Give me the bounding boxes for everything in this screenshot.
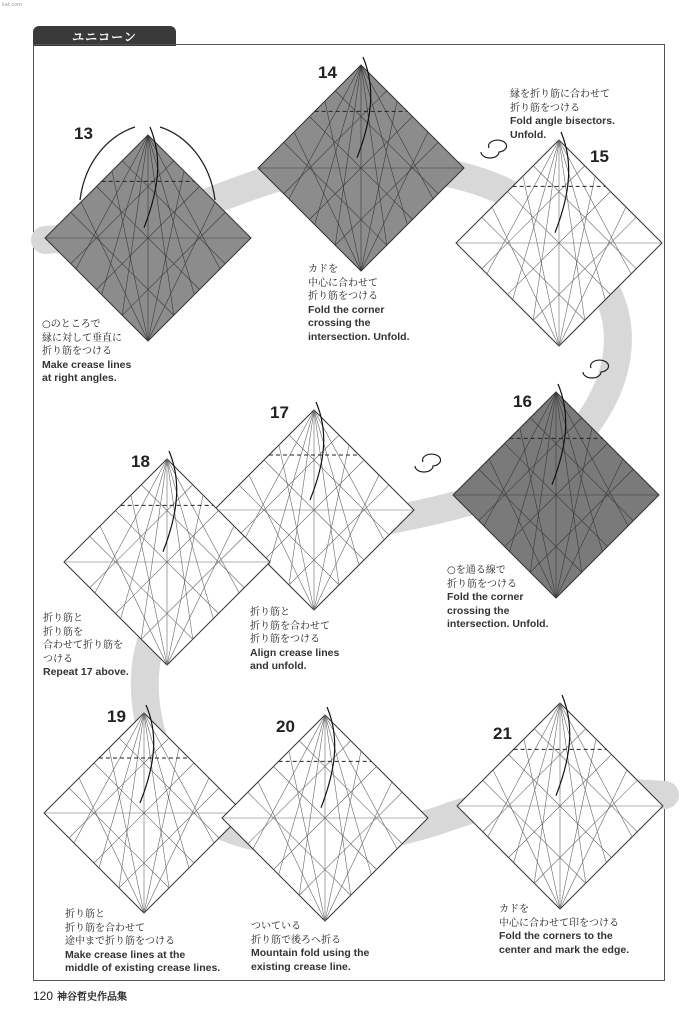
caption-15: 縁を折り筋に合わせて 折り筋をつける Fold angle bisectors. Unfold. — [510, 89, 616, 141]
caption-14: カドを 中心に合わせて 折り筋をつける Fold the corner crossing the intersection. Unfold. — [308, 264, 410, 343]
crease-lines — [258, 65, 464, 271]
caption-21: カドを 中心に合わせて印をつける Fold the corners to the center and mark the edge. — [499, 904, 630, 956]
diagram-step-14 — [258, 57, 464, 271]
diagram-step-13 — [45, 127, 251, 341]
step-number-19: 19 — [107, 707, 126, 726]
diagram-step-21 — [457, 695, 663, 909]
crease-lines — [222, 715, 428, 921]
caption-13: ○のところで 縁に対して垂直に 折り筋をつける Make crease lines at right angles. — [42, 319, 132, 384]
book-title: 神谷哲史作品集 — [57, 992, 128, 1003]
header-tag: ユニコーン — [33, 26, 176, 46]
step-number-13: 13 — [74, 124, 93, 143]
crease-lines — [45, 135, 251, 341]
caption-19: 折り筋と 折り筋を合わせて 途中まで折り筋をつける Make crease lines at the middle of existing crease lines. — [65, 909, 221, 974]
turn-over-icon — [481, 140, 507, 158]
step-number-18: 18 — [131, 452, 150, 471]
page-number: 120 — [33, 989, 54, 1003]
caption-17: 折り筋と 折り筋を合わせて 折り筋をつける Align crease lines and unfold. — [250, 607, 340, 672]
step-number-20: 20 — [276, 717, 295, 736]
caption-18: 折り筋と 折り筋を 合わせて折り筋を つける Repeat 17 above. — [43, 613, 129, 678]
step-number-14: 14 — [318, 63, 337, 82]
diagram-step-15 — [456, 132, 662, 346]
caption-16: ○を通る線で 折り筋をつける Fold the corner crossing the intersection. Unfold. — [447, 565, 549, 630]
crease-lines — [457, 703, 663, 909]
caption-20: ついている 折り筋で後ろへ折る Mountain fold using the existing crease line. — [251, 921, 370, 973]
corner-mark: kat.com — [2, 2, 23, 8]
step-number-15: 15 — [590, 147, 609, 166]
page-footer — [33, 988, 127, 1003]
crease-lines — [44, 713, 244, 913]
step-number-17: 17 — [270, 403, 289, 422]
diagram-step-19 — [44, 705, 244, 913]
step-number-16: 16 — [513, 392, 532, 411]
step-number-21: 21 — [493, 724, 512, 743]
diagram-step-20 — [222, 707, 428, 921]
turn-over-icon — [415, 454, 441, 472]
